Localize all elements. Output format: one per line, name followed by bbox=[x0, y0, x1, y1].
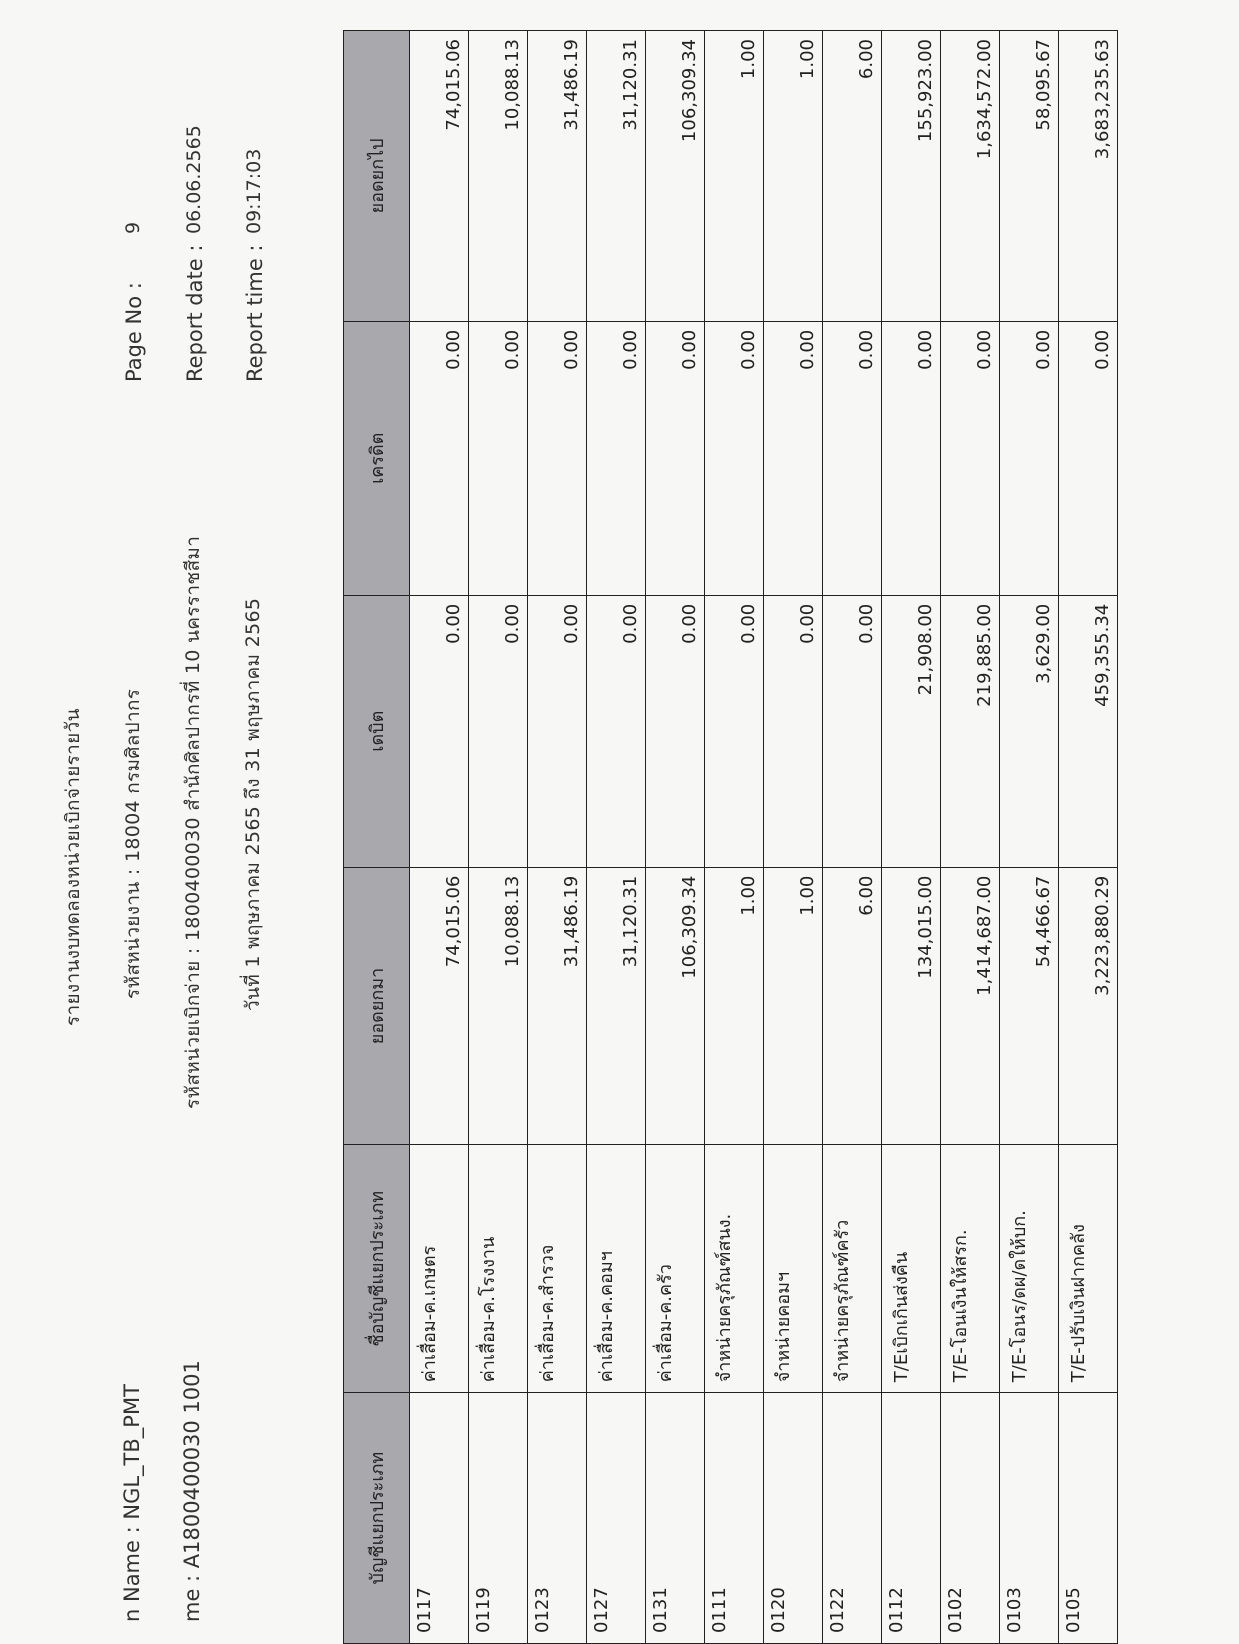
debit: 0.00 bbox=[469, 595, 528, 867]
credit: 0.00 bbox=[410, 321, 469, 595]
credit: 0.00 bbox=[823, 321, 882, 595]
gl-name: ค่าเสื่อม-ค.สำรวจ bbox=[528, 1145, 587, 1393]
gl-code: 0123 bbox=[528, 1393, 587, 1644]
page-no-value: 9 bbox=[122, 221, 144, 234]
gl-code: 0112 bbox=[882, 1393, 941, 1644]
table-row bbox=[587, 31, 646, 1644]
carried-forward: 1.00 bbox=[764, 31, 823, 322]
gl-name: ค่าเสื่อม-ค.คอมฯ bbox=[587, 1145, 646, 1393]
table-row bbox=[469, 31, 528, 1644]
gl-name: จำหน่ายคอมฯ bbox=[764, 1145, 823, 1393]
carried-forward: 155,923.00 bbox=[882, 31, 941, 322]
credit: 0.00 bbox=[705, 321, 764, 595]
report-date-label: Report date : bbox=[183, 244, 207, 382]
credit: 0.00 bbox=[1000, 321, 1059, 595]
debit: 3,629.00 bbox=[1000, 595, 1059, 867]
carried-forward: 6.00 bbox=[823, 31, 882, 322]
brought-forward: 31,120.31 bbox=[587, 867, 646, 1145]
gl-code: 0119 bbox=[469, 1393, 528, 1644]
credit: 0.00 bbox=[587, 321, 646, 595]
gl-code: 0103 bbox=[1000, 1393, 1059, 1644]
name-line: me : A1800400030 1001 bbox=[180, 1360, 204, 1622]
credit: 0.00 bbox=[528, 321, 587, 595]
gl-name: T/E-โอนเงินให้สรก. bbox=[941, 1145, 1000, 1393]
gl-name: จำหน่ายครุภัณฑ์ครัว bbox=[823, 1145, 882, 1393]
carried-forward: 58,095.67 bbox=[1000, 31, 1059, 322]
brought-forward: 74,015.06 bbox=[410, 867, 469, 1145]
gl-code: 0105 bbox=[1059, 1393, 1118, 1644]
debit: 21,908.00 bbox=[882, 595, 941, 867]
debit: 0.00 bbox=[646, 595, 705, 867]
report-title: รายงานงบทดลองหน่วยเบิกจ่ายรายวัน bbox=[62, 708, 84, 1026]
header-carried-forward: ยอดยกไป bbox=[344, 31, 410, 322]
carried-forward: 1.00 bbox=[705, 31, 764, 322]
credit: 0.00 bbox=[469, 321, 528, 595]
brought-forward: 1,414,687.00 bbox=[941, 867, 1000, 1145]
table-row bbox=[705, 31, 764, 1644]
table-row bbox=[528, 31, 587, 1644]
brought-forward: 1.00 bbox=[705, 867, 764, 1145]
carried-forward: 31,120.31 bbox=[587, 31, 646, 322]
table-row bbox=[1059, 31, 1118, 1644]
brought-forward: 106,309.34 bbox=[646, 867, 705, 1145]
debit: 219,885.00 bbox=[941, 595, 1000, 867]
disbursing-line: รหัสหน่วยเบิกจ่าย : 1800400030 สำนักศิลปากรที่ 10 นครราชสีมา bbox=[182, 535, 204, 1109]
carried-forward: 3,683,235.63 bbox=[1059, 31, 1118, 322]
header-gl-code: บัญชีแยกประเภท bbox=[344, 1393, 410, 1644]
credit: 0.00 bbox=[764, 321, 823, 595]
debit: 459,355.34 bbox=[1059, 595, 1118, 867]
header-brought-forward: ยอดยกมา bbox=[344, 867, 410, 1145]
table-row bbox=[1000, 31, 1059, 1644]
debit: 0.00 bbox=[705, 595, 764, 867]
credit: 0.00 bbox=[646, 321, 705, 595]
date-range-line: วันที่ 1 พฤษภาคม 2565 ถึง 31 พฤษภาคม 2565 bbox=[242, 597, 264, 1011]
table-row bbox=[410, 31, 469, 1644]
table-row bbox=[941, 31, 1000, 1644]
brought-forward: 134,015.00 bbox=[882, 867, 941, 1145]
gl-name: ค่าเสื่อม-ค.โรงงาน bbox=[469, 1145, 528, 1393]
brought-forward: 1.00 bbox=[764, 867, 823, 1145]
table-row bbox=[882, 31, 941, 1644]
debit: 0.00 bbox=[410, 595, 469, 867]
gl-name: จำหน่ายครุภัณฑ์สนง. bbox=[705, 1145, 764, 1393]
gl-code: 0122 bbox=[823, 1393, 882, 1644]
carried-forward: 106,309.34 bbox=[646, 31, 705, 322]
gl-name: T/E-ปรับเงินฝากคลัง bbox=[1059, 1145, 1118, 1393]
carried-forward: 10,088.13 bbox=[469, 31, 528, 322]
program-line: n Name : NGL_TB_PMT bbox=[120, 1384, 144, 1622]
table-row bbox=[646, 31, 705, 1644]
report-date-value: 06.06.2565 bbox=[183, 125, 205, 234]
report-time-label: Report time : bbox=[243, 244, 267, 382]
brought-forward: 10,088.13 bbox=[469, 867, 528, 1145]
gl-name: T/E-โอนร/ดผ/ดให้บก. bbox=[1000, 1145, 1059, 1393]
trial-balance-table bbox=[343, 30, 1118, 1644]
table-header-row bbox=[344, 31, 410, 1644]
gl-code: 0117 bbox=[410, 1393, 469, 1644]
gl-code: 0131 bbox=[646, 1393, 705, 1644]
gl-code: 0120 bbox=[764, 1393, 823, 1644]
report-time-value: 09:17:03 bbox=[243, 148, 265, 234]
header-debit: เดบิต bbox=[344, 595, 410, 867]
table-row bbox=[764, 31, 823, 1644]
carried-forward: 1,634,572.00 bbox=[941, 31, 1000, 322]
gl-code: 0102 bbox=[941, 1393, 1000, 1644]
carried-forward: 31,486.19 bbox=[528, 31, 587, 322]
brought-forward: 31,486.19 bbox=[528, 867, 587, 1145]
carried-forward: 74,015.06 bbox=[410, 31, 469, 322]
brought-forward: 3,223,880.29 bbox=[1059, 867, 1118, 1145]
gl-code: 0127 bbox=[587, 1393, 646, 1644]
table-row bbox=[823, 31, 882, 1644]
gl-name: ค่าเสื่อม-ค.ครัว bbox=[646, 1145, 705, 1393]
header-gl-name: ชื่อบัญชีแยกประเภท bbox=[344, 1145, 410, 1393]
debit: 0.00 bbox=[528, 595, 587, 867]
credit: 0.00 bbox=[1059, 321, 1118, 595]
brought-forward: 6.00 bbox=[823, 867, 882, 1145]
header-credit: เครดิต bbox=[344, 321, 410, 595]
credit: 0.00 bbox=[941, 321, 1000, 595]
debit: 0.00 bbox=[587, 595, 646, 867]
page-no-label: Page No : bbox=[122, 282, 146, 382]
debit: 0.00 bbox=[823, 595, 882, 867]
gl-code: 0111 bbox=[705, 1393, 764, 1644]
unit-line: รหัสหน่วยงาน : 18004 กรมศิลปากร bbox=[122, 688, 144, 999]
gl-name: T/Eเบิกเกินส่งคืน bbox=[882, 1145, 941, 1393]
brought-forward: 54,466.67 bbox=[1000, 867, 1059, 1145]
credit: 0.00 bbox=[882, 321, 941, 595]
debit: 0.00 bbox=[764, 595, 823, 867]
gl-name: ค่าเสื่อม-ค.เกษตร bbox=[410, 1145, 469, 1393]
